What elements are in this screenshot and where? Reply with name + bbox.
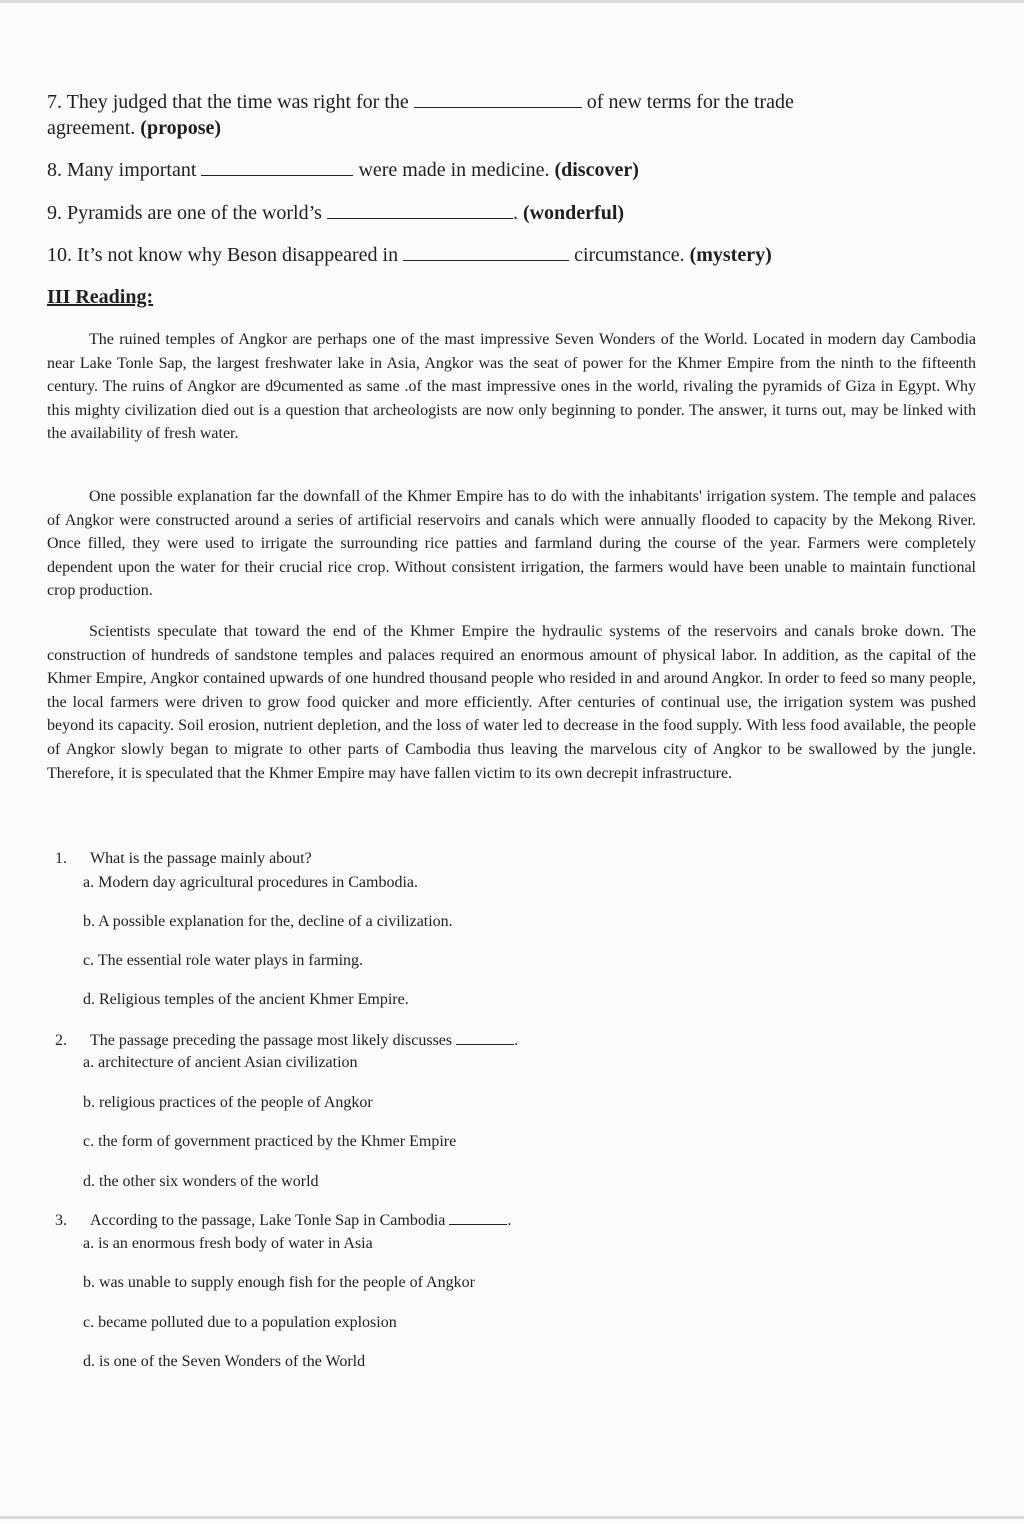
question-number: 2. [55,1032,67,1049]
question-text: What is the passage mainly about? [90,850,312,867]
question-number: 3. [55,1212,67,1229]
item-number: 10. [47,244,72,266]
question-1-option-c[interactable]: c. The essential role water plays in farming. [83,952,364,969]
item-number: 8. [47,159,62,181]
bottom-edge [0,1516,1024,1519]
question-1 [55,848,312,870]
item-text-before: Many important [67,159,197,181]
item-text-after: circumstance. [574,244,685,266]
question-2-option-c[interactable]: c. the form of government practiced by the Khmer Empire [83,1133,457,1150]
question-tail: . [514,1032,519,1049]
fill-item-7 [47,89,794,141]
question-2-option-a[interactable]: a. architecture of ancient Asian civilization [83,1054,358,1071]
question-3-option-d[interactable]: d. is one of the Seven Wonders of the World [83,1353,366,1370]
question-1-option-b[interactable]: b. A possible explanation for the, decline of a civilization. [83,913,453,930]
fill-item-9 [47,200,624,226]
reading-paragraph-3: Scientists speculate that toward the end of the Khmer Empire the hydraulic systems of the reservoirs and canals broke down. The construction of hundreds of sandstone temples and palaces required an enormous amount of physical labor. In addition, as the capital of the Khmer Empire, Angkor contained upwards of one hundred thousand people who resided in and around Angkor. In order to feed so many people, the local farmers were driven to grow food quicker and more efficiently. After centuries of continual use, the irrigation system was pushed beyond its capacity. Soil erosion, nutrient depletion, and the loss of water led to decrease in the food supply. With less food available, the people of Angkor slowly began to migrate to other parts of Cambodia thus leaving the marvelous city of Angkor to be swallowed by the jungle. Therefore, it is speculated that the Khmer Empire may have fallen victim to its own decrepit infrastructure. [47,623,976,782]
question-3-option-b[interactable]: b. was unable to supply enough fish for the people of Angkor [83,1274,475,1291]
item-text-continued: agreement. [47,117,136,139]
question-1-option-a[interactable]: a. Modern day agricultural procedures in Cambodia. [83,874,418,891]
item-text-after: . [512,202,518,224]
question-2 [55,1030,518,1052]
answer-blank[interactable] [327,200,513,219]
root-word: (wonderful) [522,202,625,224]
answer-blank[interactable] [201,157,353,176]
question-text: The passage preceding the passage most likely discusses [90,1032,453,1049]
item-number: 9. [47,202,62,224]
answer-blank[interactable] [403,242,569,261]
item-text-before: Pyramids are one of the world’s [67,202,322,224]
answer-blank[interactable] [414,89,582,108]
fill-item-10 [47,242,772,268]
root-word: (mystery) [689,244,772,266]
fill-item-8 [47,157,639,183]
top-edge [0,0,1024,3]
answer-blank[interactable] [449,1210,507,1225]
reading-heading: III Reading: [47,286,154,308]
question-3-option-c[interactable]: c. became polluted due to a population explosion [83,1314,397,1331]
reading-paragraph-2: One possible explanation far the downfall of the Khmer Empire has to do with the inhabitants' irrigation system. The temple and palaces of Angkor were constructed around a series of artificial reservoirs and canals which were annually flooded to capacity by the Mekong River. Once filled, they were used to irrigate the surrounding rice patties and farmland during the course of the year. Farmers were completely dependent upon the water for their crucial rice crop. Without consistent irrigation, the farmers would have been unable to maintain functional crop production. [47,488,976,600]
answer-blank[interactable] [456,1030,514,1045]
question-3 [55,1210,511,1232]
item-text-after: were made in medicine. [358,159,550,181]
question-3-option-a[interactable]: a. is an enormous fresh body of water in Asia [83,1235,373,1252]
question-2-option-d[interactable]: d. the other six wonders of the world [83,1173,319,1190]
item-text-after: of new terms for the trade [586,91,794,113]
item-text-before: They judged that the time was right for the [66,91,409,113]
reading-paragraph-1: The ruined temples of Angkor are perhaps one of the mast impressive Seven Wonders of the World. Located in modern day Cambodia near Lake Tonle Sap, the largest freshwater lake in Asia, Angkor was the seat of power for the Khmer Empire from the ninth to the fifteenth century. The ruins of Angkor are d9cumented as same .of the mast impressive ones in the world, rivaling the pyramids of Giza in Egypt. Why this mighty civilization died out is a question that archeologists are now only beginning to ponder. The answer, it turns out, may be linked with the availability of fresh water. [47,331,976,443]
question-1-option-d[interactable]: d. Religious temples of the ancient Khmer Empire. [83,991,409,1008]
root-word: (propose) [140,117,222,139]
question-number: 1. [55,850,67,867]
item-number: 7. [47,91,62,113]
root-word: (discover) [554,159,639,181]
question-tail: . [507,1212,512,1229]
question-text: According to the passage, Lake Tonle Sap in Cambodia [90,1212,446,1229]
item-text-before: It’s not know why Beson disappeared in [77,244,399,266]
question-2-option-b[interactable]: b. religious practices of the people of Angkor [83,1094,373,1111]
